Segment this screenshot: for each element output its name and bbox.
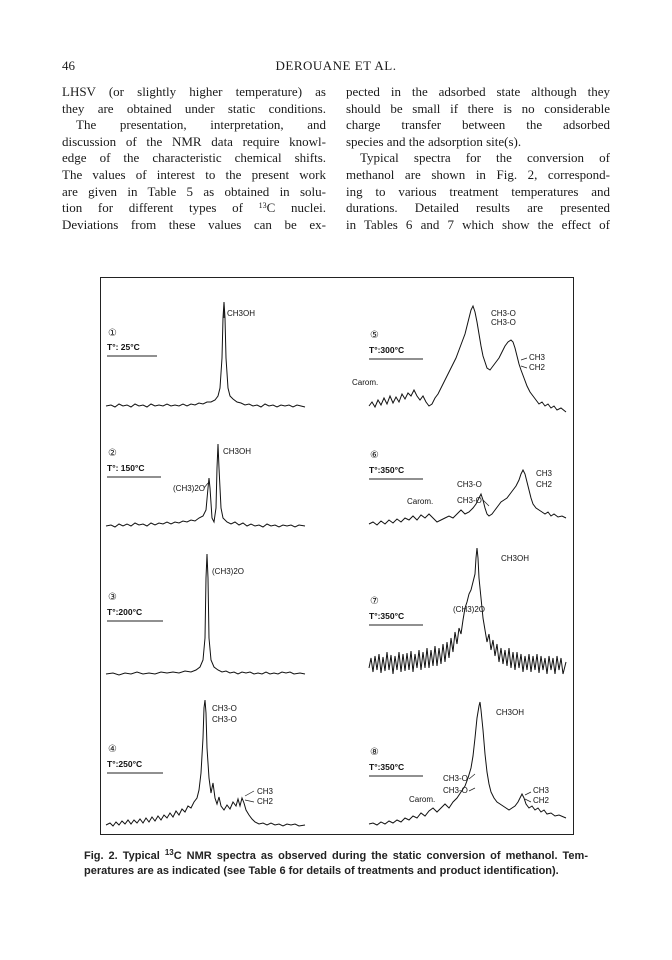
peak-label: CH3-O: [457, 480, 482, 489]
peak-label: CH3-O: [457, 496, 482, 505]
panel-number: ⑧: [370, 747, 379, 758]
peak-label: (CH3)2O: [173, 484, 206, 493]
peak-label: CH3-O: [491, 318, 516, 327]
running-title: DEROUANE ET AL.: [275, 58, 397, 73]
panel-temperature: T°: 25°C: [107, 342, 140, 352]
label-leader: [521, 358, 527, 368]
peak-label: CH2: [529, 363, 546, 372]
text-line: pected in the adsorbed state although they: [346, 84, 610, 99]
spectrum-panel-3: [106, 554, 305, 675]
peak-label: CH3-O: [443, 786, 468, 795]
page-header: [62, 58, 610, 76]
text-line: edge of the characteristic chemical shifts.: [62, 150, 326, 166]
text-fragment: tion for different types of: [62, 200, 259, 216]
panel-temperature: T°:250°C: [107, 759, 143, 769]
text-line: are given in Table 5 as obtained in solu-: [62, 183, 326, 199]
superscript: 13: [258, 201, 267, 211]
page-number: 46: [62, 58, 75, 73]
figure-caption: [84, 849, 588, 879]
text-line: species and the adsorption site(s).: [346, 133, 522, 149]
spectrum-panel-8: [369, 702, 566, 825]
text-line: durations. Detailed results are presented: [346, 200, 610, 216]
peak-label: CH3OH: [227, 309, 256, 318]
peak-label: Carom.: [407, 497, 434, 506]
peak-label: CH3: [533, 786, 550, 795]
panel-number: ②: [108, 448, 117, 459]
panel-number: ⑤: [370, 330, 379, 341]
text-line: in Tables 6 and 7 which show the effect of: [346, 216, 610, 232]
peak-label: CH3: [536, 469, 553, 478]
spectrum-panel-2: [106, 444, 305, 527]
panel-temperature: T°:300°C: [369, 345, 405, 355]
panel-temperature: T°:200°C: [107, 607, 143, 617]
peak-label: CH3-O: [491, 309, 516, 318]
nmr-spectra-figure: [101, 278, 573, 834]
caption-fragment: Fig. 2. Typical: [84, 850, 165, 862]
panel-number: ①: [108, 328, 117, 339]
peak-label: CH2: [257, 797, 274, 806]
figure-2: [100, 277, 574, 835]
peak-label: CH3OH: [496, 708, 525, 717]
peak-label: CH3-O: [212, 715, 237, 724]
peak-label: (CH3)2O: [453, 605, 486, 614]
text-line: methanol are shown in Fig. 2, correspond-: [346, 166, 610, 182]
text-line: ing to various treatment temperatures and: [346, 183, 610, 199]
peak-label: CH3OH: [223, 447, 252, 456]
caption-line: peratures are as indicated (see Table 6 for details of treatments and product identification).: [84, 865, 559, 877]
superscript: 13: [164, 848, 174, 857]
text-line: Typical spectra for the conversion of: [360, 150, 610, 166]
panel-number: ③: [108, 592, 117, 603]
caption-fragment: C NMR spectra as observed during the static conversion of methanol. Tem-: [173, 850, 588, 862]
peak-label: CH3: [529, 353, 546, 362]
peak-label: CH2: [533, 796, 550, 805]
text-line: they are obtained under static conditions.: [62, 100, 326, 116]
peak-label: CH3-O: [443, 774, 468, 783]
spectrum-panel-6: [369, 450, 566, 525]
right-column: [346, 84, 610, 233]
panel-number: ⑥: [370, 450, 379, 461]
text-line: The presentation, interpretation, and: [76, 117, 326, 133]
peak-label: Carom.: [409, 795, 436, 804]
peak-label: Carom.: [352, 378, 379, 387]
peak-label: CH3-O: [212, 704, 237, 713]
spectrum-panel-1: [106, 302, 305, 407]
text-fragment: C nuclei.: [266, 200, 326, 216]
text-line: Deviations from these values can be ex-: [62, 216, 326, 232]
panel-temperature: T°:350°C: [369, 611, 405, 621]
left-column: [62, 84, 326, 233]
spectrum-panel-4: [106, 700, 305, 826]
caption-line: [84, 849, 588, 864]
peak-label: CH2: [536, 480, 553, 489]
label-leader: [469, 774, 531, 802]
panel-temperature: T°:350°C: [369, 465, 405, 475]
text-line: charge transfer between the adsorbed: [346, 117, 610, 133]
panel-temperature: T°: 150°C: [107, 463, 145, 473]
spectrum-trace: [106, 444, 305, 527]
label-leader: [245, 791, 254, 802]
spectrum-trace: [106, 302, 305, 407]
text-line: should be small if there is no considerable: [346, 100, 610, 116]
text-line: The values of interest to the present work: [62, 166, 326, 182]
spectrum-panel-5: [352, 306, 566, 412]
text-line: [62, 200, 326, 217]
peak-label: CH3OH: [501, 554, 530, 563]
panel-number: ⑦: [370, 596, 379, 607]
peak-label: (CH3)2O: [212, 567, 245, 576]
text-line: discussion of the NMR data require knowl-: [62, 133, 326, 149]
spectrum-panel-7: [369, 548, 566, 674]
panel-number: ④: [108, 744, 117, 755]
peak-label: CH3: [257, 787, 274, 796]
panel-temperature: T°:350°C: [369, 762, 405, 772]
text-line: LHSV (or slightly higher temperature) as: [62, 84, 326, 99]
